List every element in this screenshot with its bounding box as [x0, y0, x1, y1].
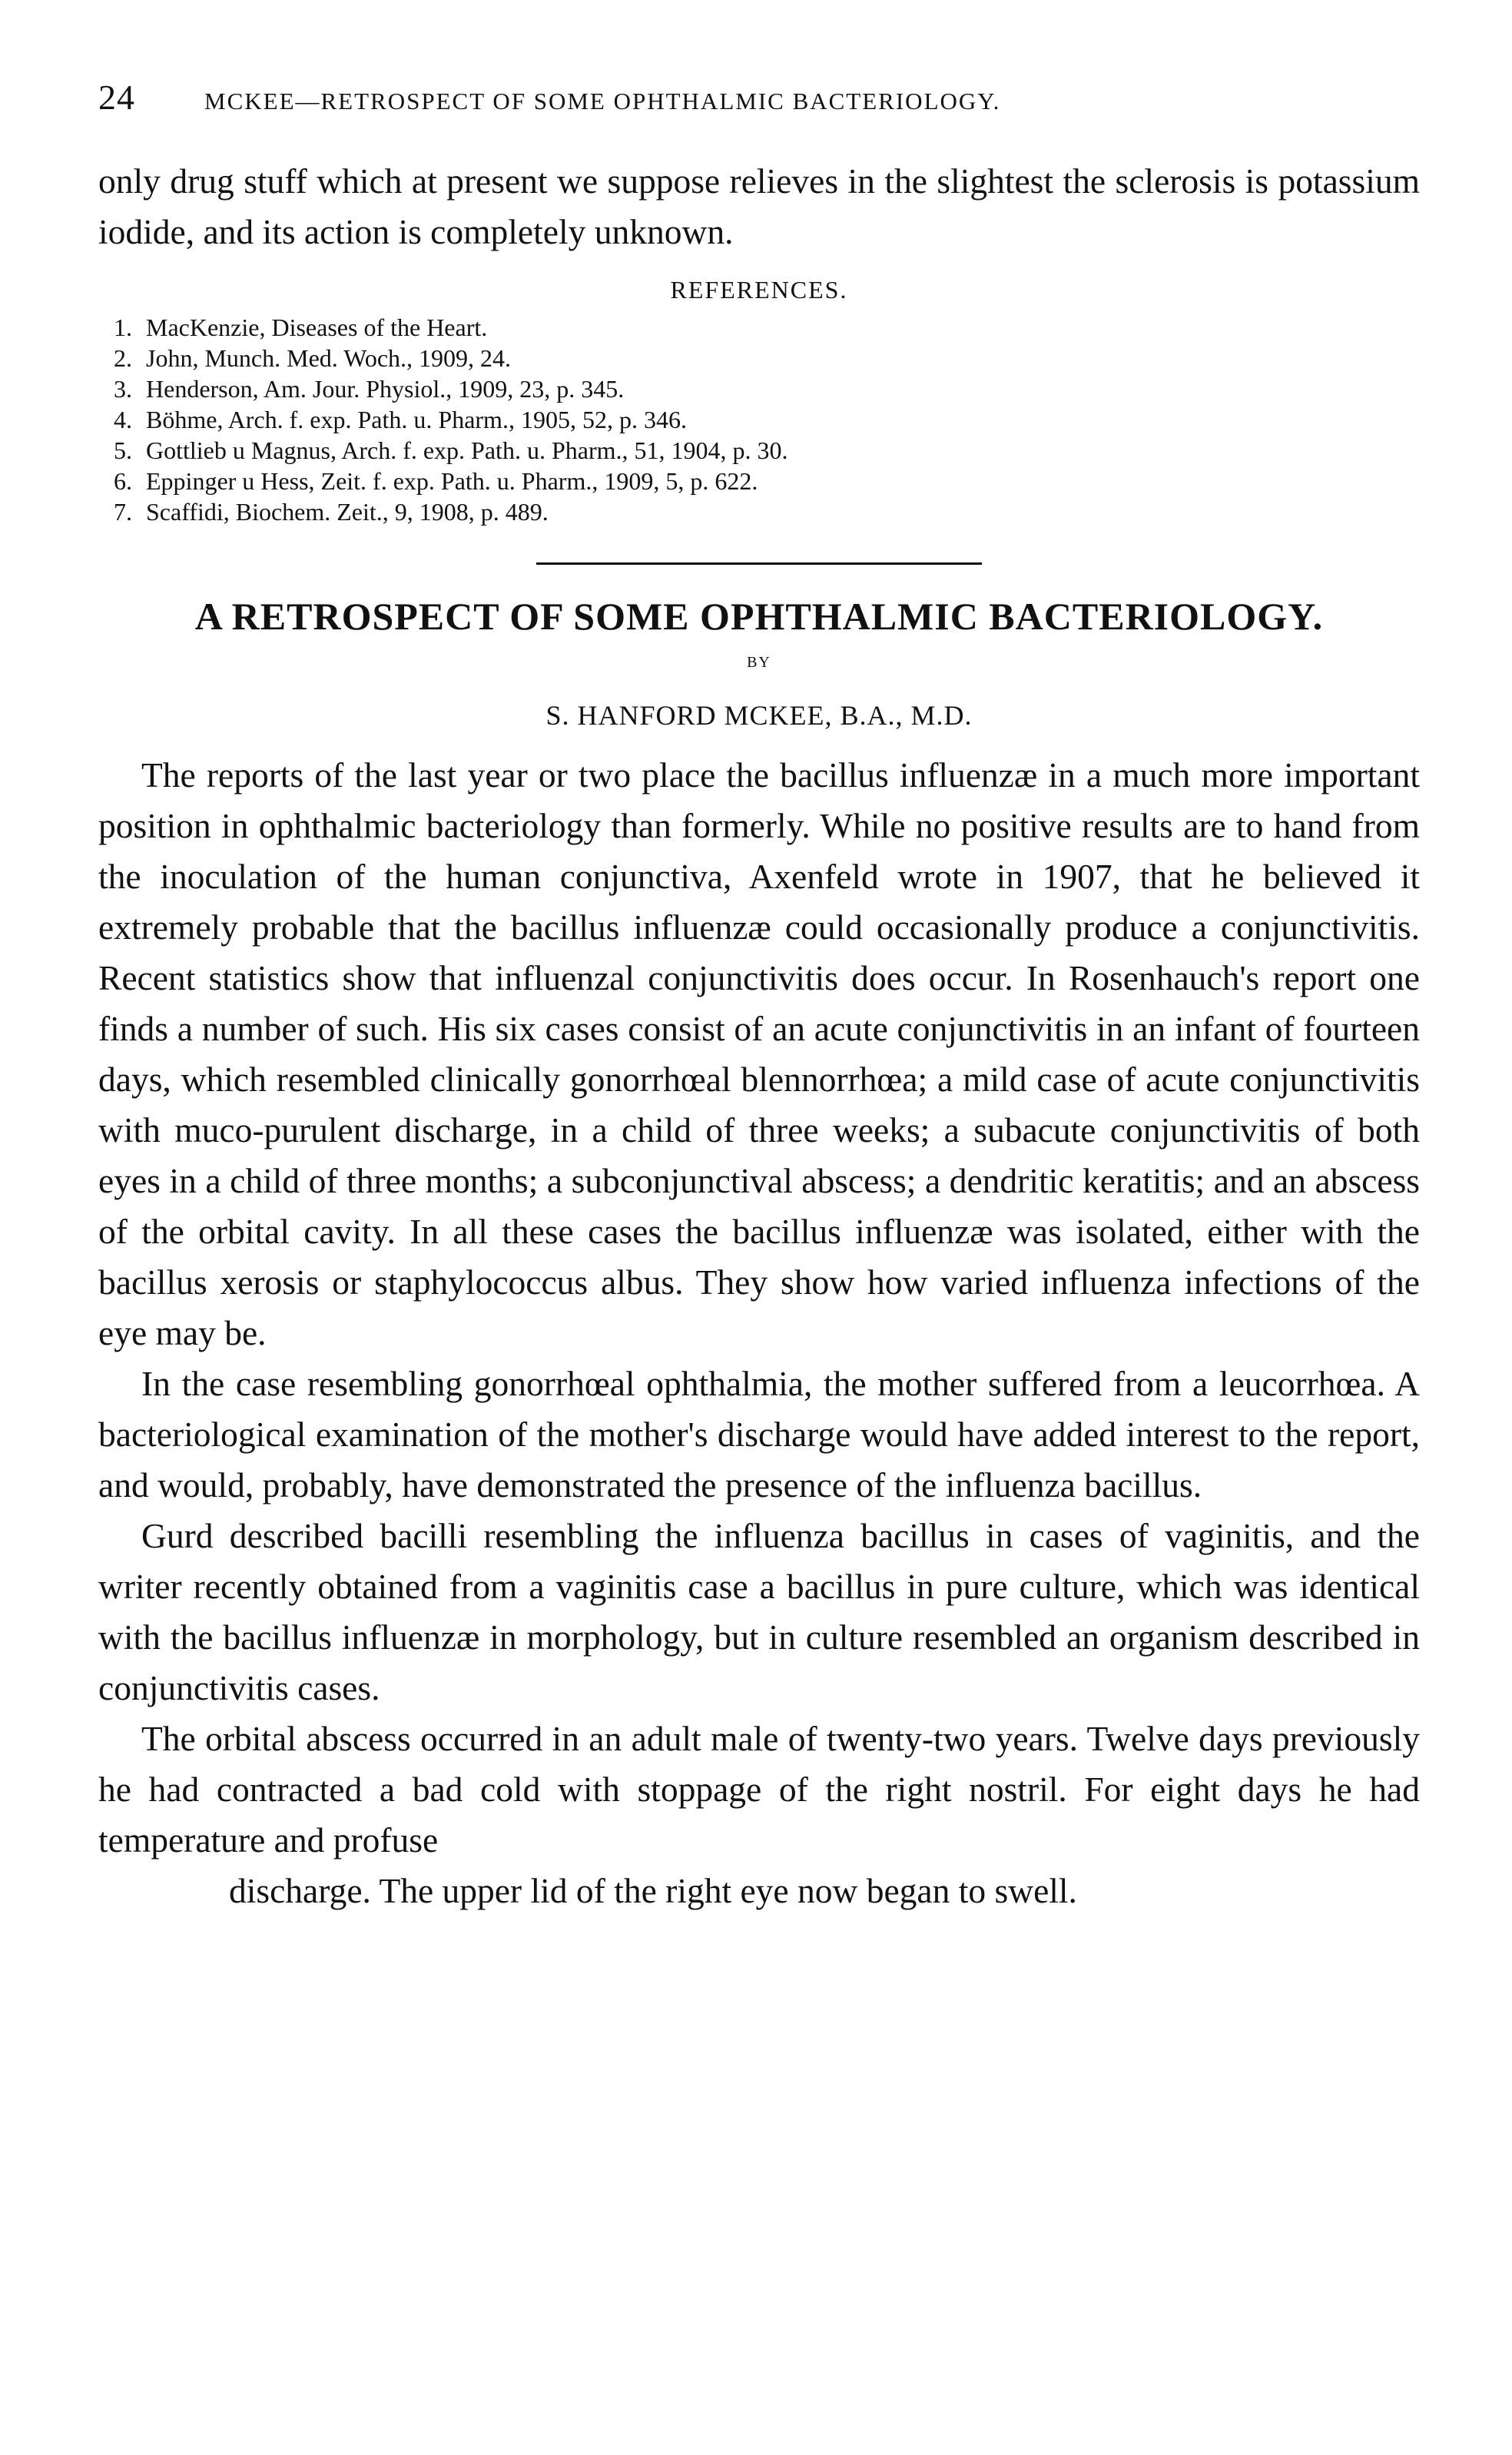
reference-item [114, 466, 1420, 496]
references-heading: REFERENCES. [670, 276, 848, 304]
byline-by: BY [747, 654, 771, 671]
reference-number: 3. [114, 375, 132, 403]
reference-item [114, 435, 1420, 466]
final-line: discharge. The upper lid of the right eye now began to swell. [229, 1871, 1077, 1910]
reference-item [114, 404, 1420, 435]
reference-text: Böhme, Arch. f. exp. Path. u. Pharm., 1905, 52, p. 346. [146, 406, 687, 433]
body-paragraph: Gurd described bacilli resembling the influenza bacillus in cases of vaginitis, and the writer recently obtained from a vaginitis case a bacillus in pure culture, which was identical with the bacillus influenzæ in morphology, but in culture resembled an organism described in conjunctivitis cases. [98, 1516, 1420, 1707]
article-body [98, 750, 1420, 1916]
reference-text: Henderson, Am. Jour. Physiol., 1909, 23, p. 345. [146, 375, 625, 403]
reference-item [114, 496, 1420, 527]
body-paragraph: In the case resembling gonorrhœal ophthalmia, the mother suffered from a leucorrhœa. A bacteriological examination of the mother's discharge would have added interest to the report, and would, probably, have demonstrated the presence of the influenza bacillus. [98, 1364, 1420, 1505]
page-number: 24 [98, 78, 135, 117]
carryover-paragraph: only drug stuff which at present we suppose relieves in the slightest the sclerosis is potassium iodide, and its action is completely unknown. [98, 161, 1420, 251]
reference-text: Gottlieb u Magnus, Arch. f. exp. Path. u. Pharm., 51, 1904, p. 30. [146, 436, 788, 464]
reference-number: 6. [114, 467, 132, 495]
running-header [98, 77, 1420, 118]
body-paragraph: The orbital abscess occurred in an adult male of twenty-two years. Twelve days previously he had contracted a bad cold with stoppage of the right nostril. For eight days he had temperature and profuse [98, 1719, 1420, 1859]
body-paragraph: The reports of the last year or two place the bacillus influenzæ in a much more important position in ophthalmic bacteriology than formerly. While no positive results are to hand from the inoculation of the human conjunctiva, Axenfeld wrote in 1907, that he believed it extremely probable that the bacillus influenzæ could occasionally produce a conjunctivitis. Recent statistics show that influenzal conjunctivitis does occur. In Rosenhauch's report one finds a number of such. His six cases consist of an acute conjunctivitis in an infant of fourteen days, which resembled clinically gonorrhœal blennorrhœa; a mild case of acute conjunctivitis with muco-purulent discharge, in a child of three weeks; a subacute conjunctivitis of both eyes in a child of three months; a subconjunctival abscess; a dendritic keratitis; and an abscess of the orbital cavity. In all these cases the bacillus influenzæ was isolated, either with the bacillus xerosis or staphylococcus albus. They show how varied influenza infections of the eye may be. [98, 755, 1420, 1352]
section-divider [536, 562, 982, 565]
reference-item [114, 343, 1420, 373]
reference-number: 7. [114, 498, 132, 526]
reference-number: 2. [114, 344, 132, 372]
reference-number: 5. [114, 436, 132, 464]
reference-text: Scaffidi, Biochem. Zeit., 9, 1908, p. 489. [146, 498, 549, 526]
references-list [98, 312, 1420, 527]
reference-text: MacKenzie, Diseases of the Heart. [146, 314, 488, 341]
reference-text: Eppinger u Hess, Zeit. f. exp. Path. u. Pharm., 1909, 5, p. 622. [146, 467, 758, 495]
previous-article-ending [98, 156, 1420, 257]
article-author: S. HANFORD MCKEE, B.A., M.D. [545, 700, 973, 731]
reference-number: 1. [114, 314, 132, 341]
reference-text: John, Munch. Med. Woch., 1909, 24. [146, 344, 512, 372]
reference-item [114, 312, 1420, 343]
reference-item [114, 373, 1420, 404]
running-title: MCKEE—RETROSPECT OF SOME OPHTHALMIC BACTERIOLOGY. [204, 88, 1001, 114]
reference-number: 4. [114, 406, 132, 433]
article-title: A RETROSPECT OF SOME OPHTHALMIC BACTERIOLOGY. [194, 595, 1324, 638]
